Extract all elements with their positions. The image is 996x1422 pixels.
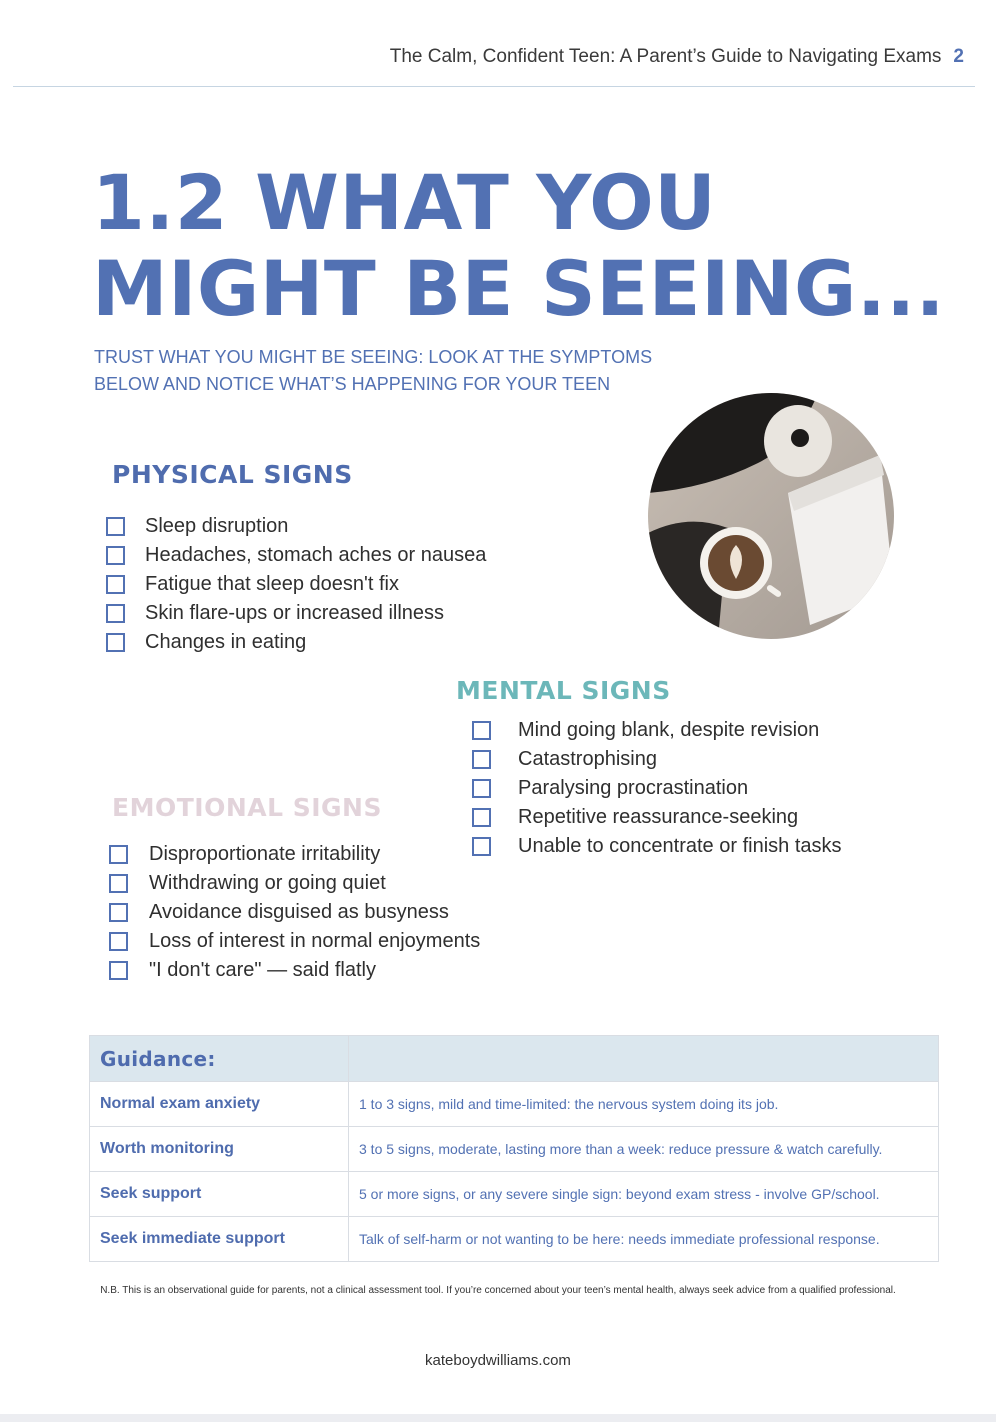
list-item [109, 840, 480, 869]
page-title-line-1: 1.2 WHAT YOU [92, 158, 717, 247]
list-item [106, 599, 486, 628]
checkbox[interactable] [109, 874, 128, 893]
guidance-level: Normal exam anxiety [90, 1082, 349, 1127]
checkbox[interactable] [106, 604, 125, 623]
checklist-label: "I don't care" — said flatly [149, 959, 377, 981]
checklist-label: Changes in eating [145, 631, 307, 653]
checkbox[interactable] [106, 546, 125, 565]
header-divider [13, 86, 975, 87]
checkbox[interactable] [106, 517, 125, 536]
table-row [90, 1172, 939, 1217]
list-item [106, 512, 486, 541]
list-item [106, 628, 486, 657]
guidance-description: 1 to 3 signs, mild and time-limited: the nervous system doing its job. [349, 1082, 939, 1127]
table-row [90, 1082, 939, 1127]
checkbox[interactable] [106, 633, 125, 652]
table-row [90, 1217, 939, 1262]
page-subtitle: TRUST WHAT YOU MIGHT BE SEEING: LOOK AT THE SYMPTOMS BELOW AND NOTICE WHAT’S HAPPENING FOR YOUR TEEN [94, 347, 653, 394]
page-title [92, 160, 945, 332]
checklist-label: Avoidance disguised as busyness [149, 901, 449, 923]
checklist-label: Skin flare-ups or increased illness [145, 602, 445, 624]
guidance-description: Talk of self-harm or not wanting to be here: needs immediate professional response. [349, 1217, 939, 1262]
checkbox[interactable] [109, 845, 128, 864]
list-item [109, 956, 480, 985]
checklist-label: Paralysing procrastination [518, 777, 749, 799]
guidance-heading: Guidance: [90, 1036, 349, 1082]
list-item [109, 869, 480, 898]
checkbox[interactable] [472, 750, 491, 769]
checklist-label: Unable to concentrate or finish tasks [518, 835, 842, 857]
list-item [106, 541, 486, 570]
page-bottom-band [0, 1414, 996, 1422]
coffee-photo [648, 393, 894, 639]
checkbox[interactable] [472, 779, 491, 798]
guidance-heading-blank [349, 1036, 939, 1082]
guidance-table [89, 1035, 939, 1262]
physical-signs-list [106, 512, 486, 657]
checklist-label: Headaches, stomach aches or nausea [145, 544, 487, 566]
guidance-description: 3 to 5 signs, moderate, lasting more than a week: reduce pressure & watch carefully. [349, 1127, 939, 1172]
guidance-level: Seek support [90, 1172, 349, 1217]
checkbox[interactable] [472, 808, 491, 827]
coffee-desk-image [648, 393, 894, 639]
guidance-description: 5 or more signs, or any severe single sign: beyond exam stress - involve GP/school. [349, 1172, 939, 1217]
checkbox[interactable] [109, 961, 128, 980]
list-item [472, 803, 842, 832]
checkbox[interactable] [106, 575, 125, 594]
disclaimer-footnote: N.B. This is an observational guide for parents, not a clinical assessment tool. If you’re concerned about your teen’s mental health, always seek advice from a qualified professional. [100, 1285, 896, 1296]
checklist-label: Catastrophising [518, 748, 657, 770]
page-title-line-2: MIGHT BE SEEING... [92, 244, 945, 333]
table-row [90, 1127, 939, 1172]
checkbox[interactable] [109, 903, 128, 922]
website-url: kateboydwilliams.com [425, 1352, 571, 1369]
checkbox[interactable] [472, 721, 491, 740]
guidance-level: Worth monitoring [90, 1127, 349, 1172]
checklist-label: Mind going blank, despite revision [518, 719, 820, 741]
checkbox[interactable] [109, 932, 128, 951]
checklist-label: Sleep disruption [145, 515, 289, 537]
list-item [472, 774, 842, 803]
checklist-label: Withdrawing or going quiet [149, 872, 386, 894]
list-item [109, 927, 480, 956]
page-number: 2 [953, 46, 964, 67]
emotional-signs-heading: EMOTIONAL SIGNS [112, 793, 382, 822]
list-item [106, 570, 486, 599]
emotional-signs-list [109, 840, 480, 985]
page-header [390, 46, 964, 68]
checklist-label: Disproportionate irritability [149, 843, 381, 865]
checklist-label: Loss of interest in normal enjoyments [149, 930, 481, 952]
guidance-header-row [90, 1036, 939, 1082]
list-item [472, 832, 842, 861]
list-item [472, 716, 842, 745]
mental-signs-list [472, 716, 842, 861]
list-item [109, 898, 480, 927]
list-item [472, 745, 842, 774]
physical-signs-heading: PHYSICAL SIGNS [112, 460, 353, 489]
document-title: The Calm, Confident Teen: A Parent’s Guide to Navigating Exams [389, 46, 942, 67]
guidance-level: Seek immediate support [90, 1217, 349, 1262]
checklist-label: Fatigue that sleep doesn't fix [145, 573, 399, 595]
mental-signs-heading: MENTAL SIGNS [456, 676, 671, 705]
checklist-label: Repetitive reassurance-seeking [518, 806, 799, 828]
